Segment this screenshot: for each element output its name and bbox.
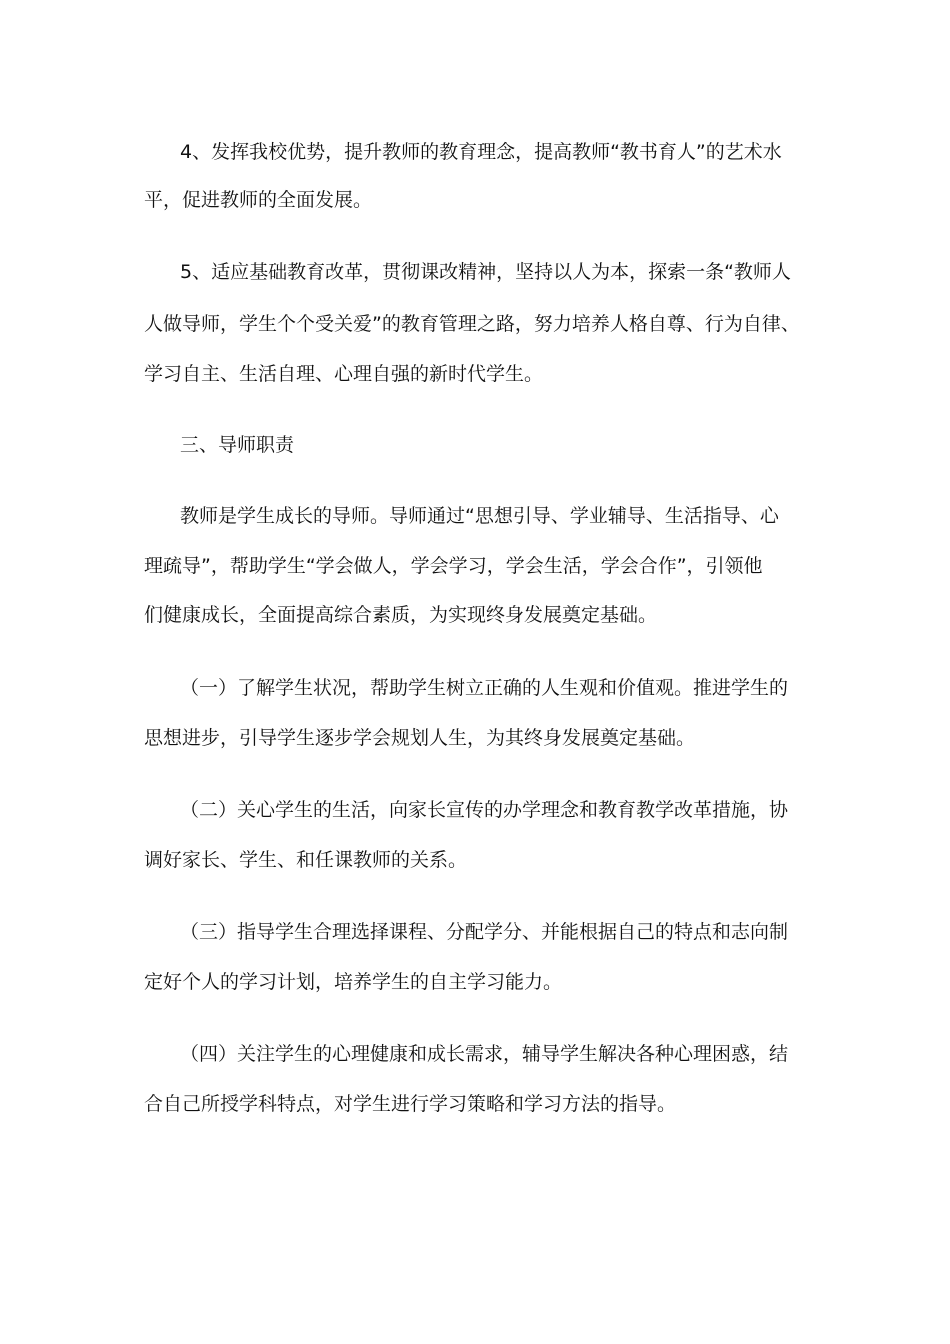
paragraph-line: （一）了解学生状况，帮助学生树立正确的人生观和价值观。推进学生的: [180, 677, 789, 699]
paragraph-line: 平，促进教师的全面发展。: [144, 189, 373, 211]
paragraph-line: 学习自主、生活自理、心理自强的新时代学生。: [144, 363, 544, 385]
paragraph-line: 4、发挥我校优势，提升教师的教育理念，提高教师“教书育人”的艺术水: [180, 141, 782, 163]
section-heading-text: 三、导师职责: [180, 434, 295, 456]
paragraph-line: 人做导师，学生个个受关爱”的教育管理之路，努力培养人格自尊、行为自律、: [144, 313, 800, 335]
paragraph-line: 思想进步，引导学生逐步学会规划人生，为其终身发展奠定基础。: [144, 727, 696, 749]
paragraph-line: 5、适应基础教育改革，贯彻课改精神，坚持以人为本，探索一条“教师人: [180, 261, 791, 283]
paragraph-line: 教师是学生成长的导师。导师通过“思想引导、学业辅导、生活指导、心: [180, 505, 779, 527]
paragraph-line: 调好家长、学生、和任课教师的关系。: [144, 849, 468, 871]
paragraph-line: （四）关注学生的心理健康和成长需求，辅导学生解决各种心理困惑，结: [180, 1043, 789, 1065]
paragraph-line: （三）指导学生合理选择课程、分配学分、并能根据自己的特点和志向制: [180, 921, 789, 943]
paragraph-line: （二）关心学生的生活，向家长宣传的办学理念和教育教学改革措施，协: [180, 799, 789, 821]
paragraph-line: 合自己所授学科特点，对学生进行学习策略和学习方法的指导。: [144, 1093, 677, 1115]
paragraph-line: 们健康成长，全面提高综合素质，为实现终身发展奠定基础。: [144, 604, 658, 626]
paragraph-line: 定好个人的学习计划，培养学生的自主学习能力。: [144, 971, 563, 993]
paragraph-line: 理疏导”，帮助学生“学会做人，学会学习，学会生活，学会合作”，引领他: [144, 555, 763, 577]
